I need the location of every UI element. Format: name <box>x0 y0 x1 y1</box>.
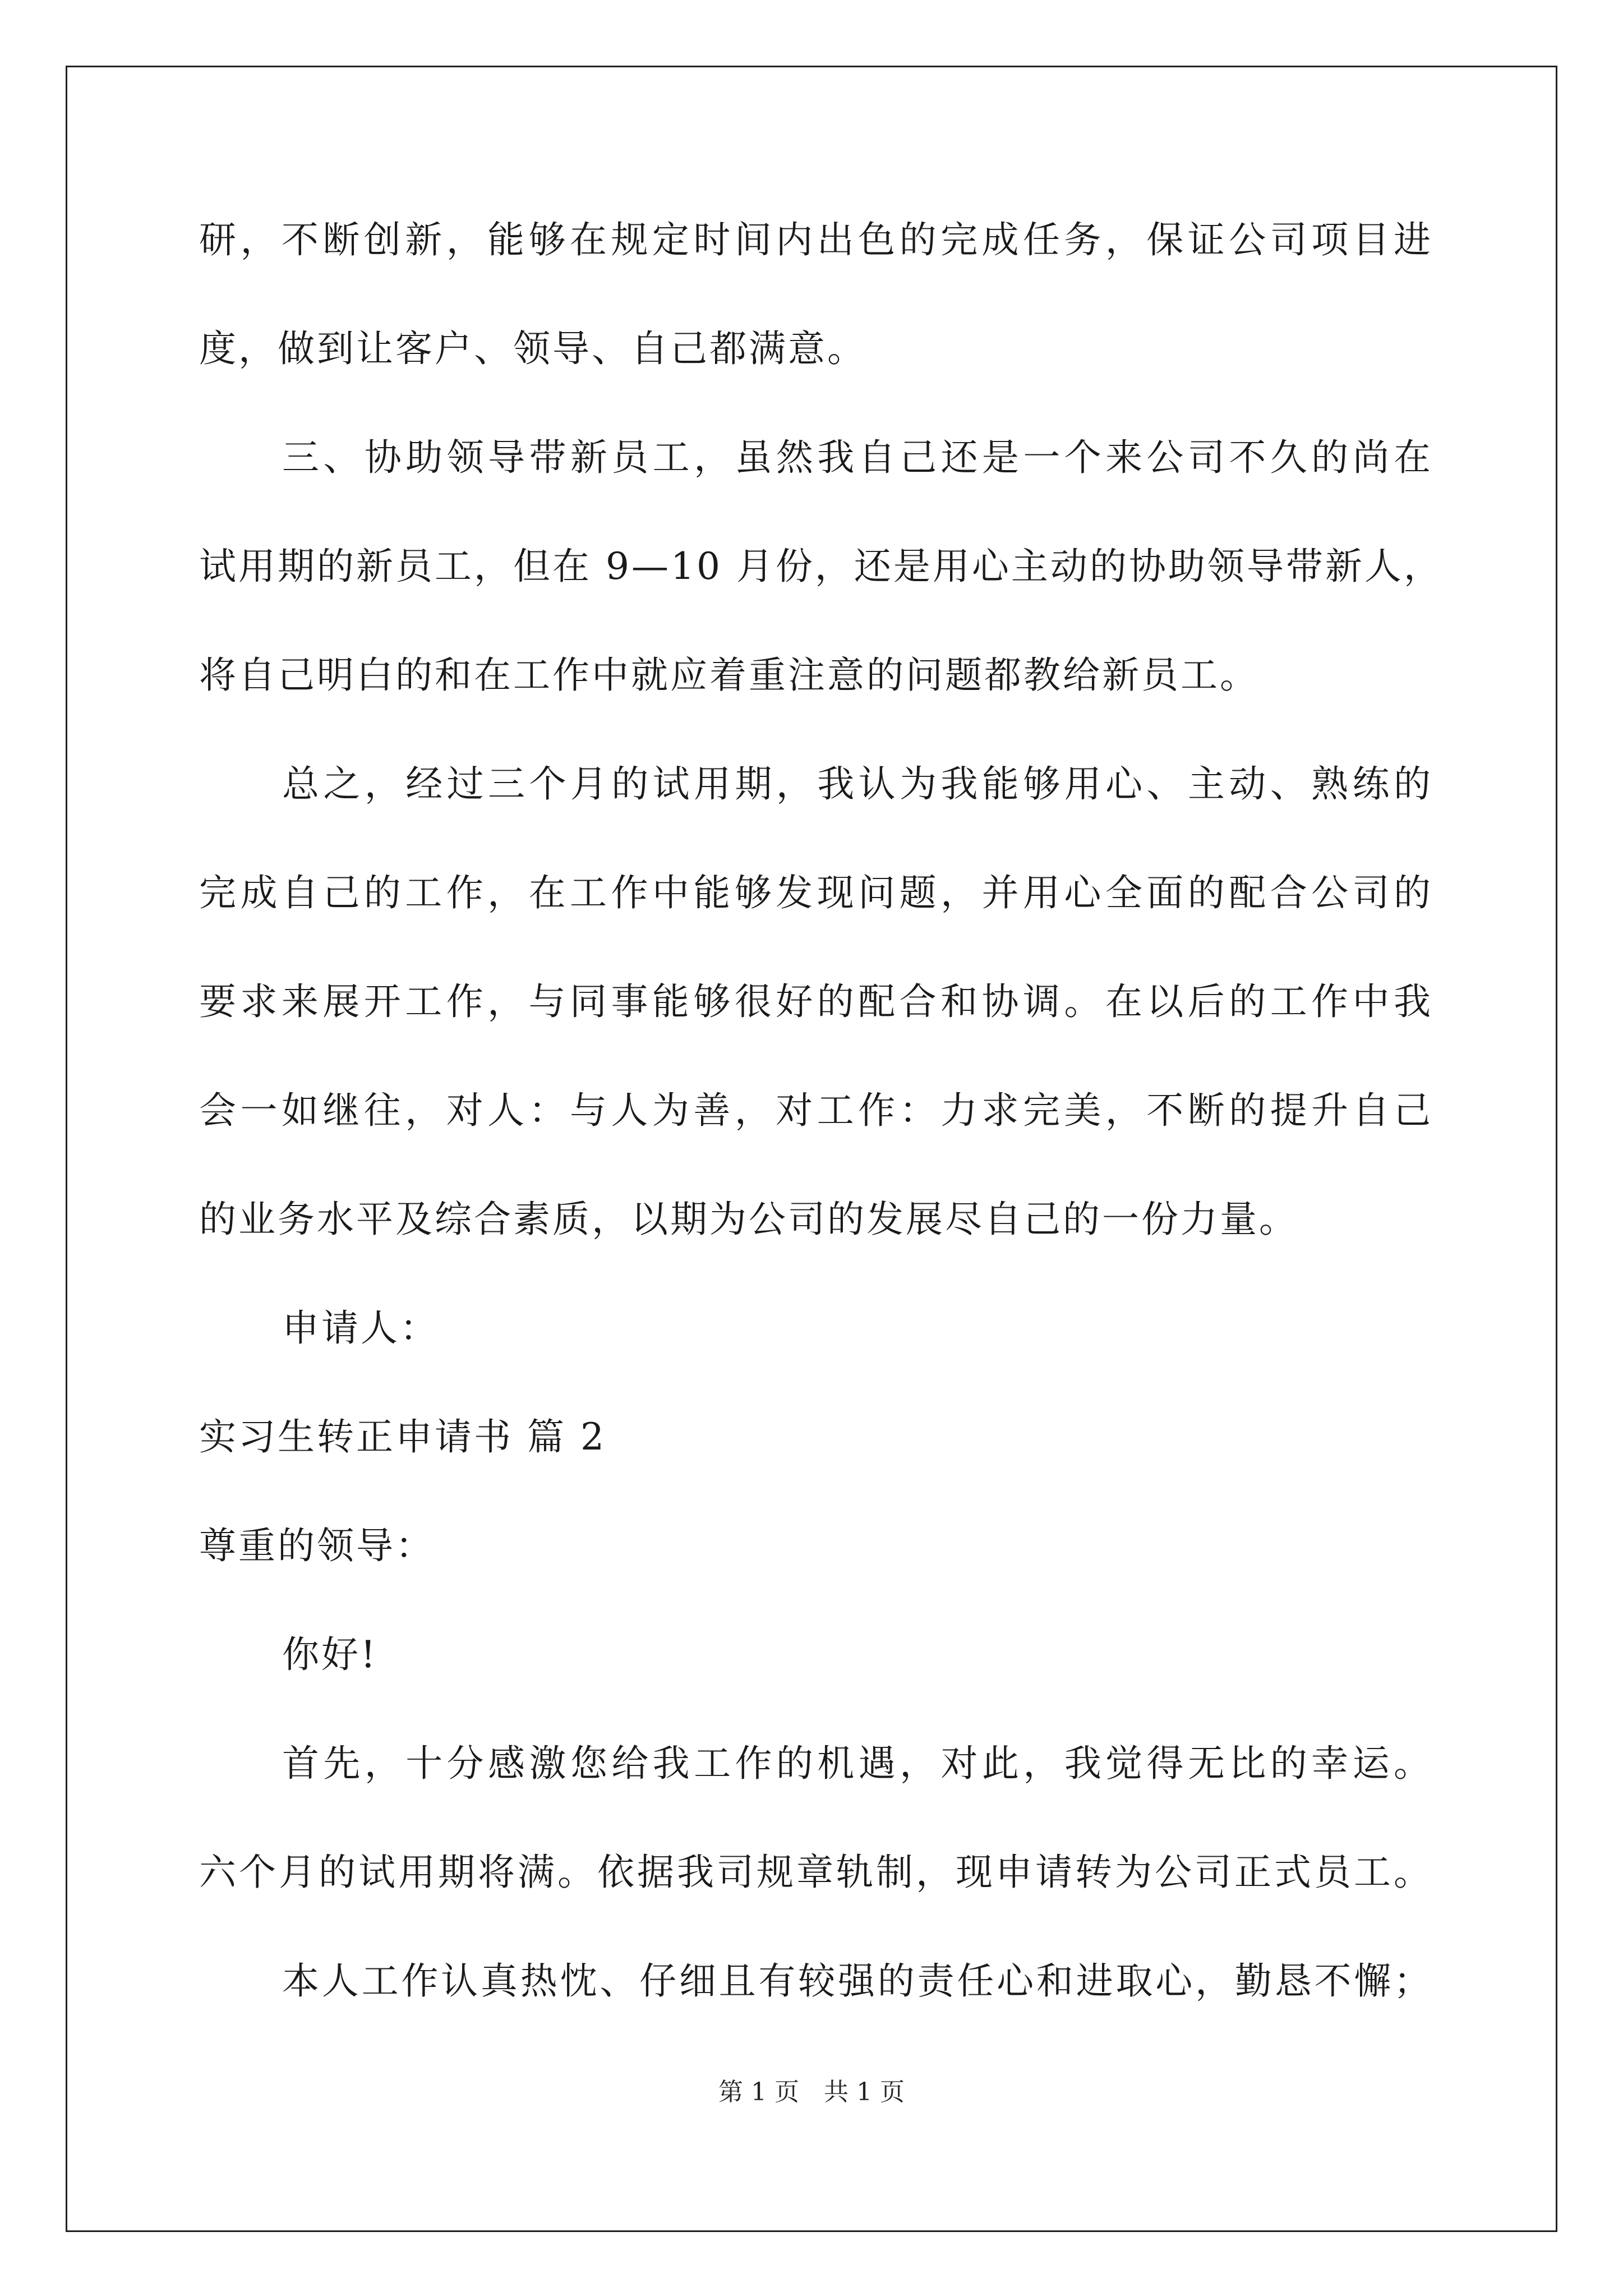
text-line: 试用期的新员工，但在 9—10 月份，还是用心主动的协助领导带新人， <box>199 545 1443 588</box>
text-line: 的业务水平及综合素质，以期为公司的发展尽自己的一份力量。 <box>199 1198 1298 1241</box>
text-line: 总之，经过三个月的试用期，我认为我能够用心、主动、熟练的 <box>282 762 1433 806</box>
text-line: 本人工作认真热忱、仔细且有较强的责任心和进取心，勤恳不懈； <box>282 1959 1433 2003</box>
text-line: 完成自己的工作，在工作中能够发现问题，并用心全面的配合公司的 <box>199 871 1433 914</box>
section-heading: 实习生转正申请书 篇 2 <box>199 1415 606 1458</box>
text-line: 研，不断创新，能够在规定时间内出色的完成任务，保证公司项目进 <box>199 218 1433 261</box>
text-line: 将自己明白的和在工作中就应着重注意的问题都教给新员工。 <box>199 654 1259 697</box>
text-line: 会一如继往，对人：与人为善，对工作：力求完美，不断的提升自己 <box>199 1089 1433 1132</box>
text-line: 要求来展开工作，与同事能够很好的配合和协调。在以后的工作中我 <box>199 980 1433 1023</box>
text-line: 度，做到让客户、领导、自己都满意。 <box>199 327 866 370</box>
text-line: 六个月的试用期将满。依据我司规章轨制，现申请转为公司正式员工。 <box>199 1851 1433 1894</box>
document-body <box>199 213 1467 2063</box>
greeting: 你好! <box>282 1633 378 1676</box>
page-footer: 第 1 页 共 1 页 <box>718 2078 905 2106</box>
signature-label: 申请人： <box>282 1306 439 1350</box>
salutation: 尊重的领导： <box>199 1524 435 1567</box>
text-line: 首先，十分感激您给我工作的机遇，对此，我觉得无比的幸运。 <box>282 1742 1433 1785</box>
text-line: 三、协助领导带新员工，虽然我自己还是一个来公司不久的尚在 <box>282 436 1433 479</box>
